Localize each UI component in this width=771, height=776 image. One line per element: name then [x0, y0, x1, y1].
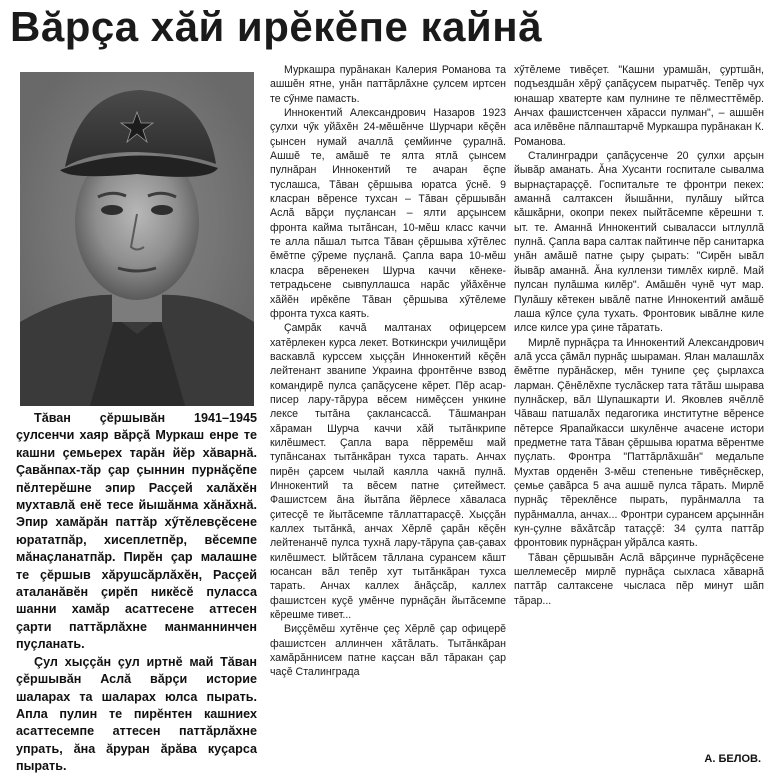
- body-paragraph: Тăван çĕршывăн Аслă вăрçинче пурнăçĕсене шеллемесĕр мирлĕ пурнăçа сыхласа хăварнă паттăр салтаксене чысласа пĕр минут шăп тăрар...: [514, 551, 764, 607]
- body-paragraph: Сталинградри çапăçусенче 20 çулхи арçын йывăр аманать. Ăна Хусанти госпитале сывалма вырнаçтараççĕ. Госпитальте те фронтри пекех: аманнă салтаксен йышăнни, пулăшу ыйтса кăшкăрни, окопри пекех пыйтăсемпе кĕрешни т. ыт. те. Аманнă Иннокентий сываласси ытлуллă пулнă. Çапла вара салтак пайтинче пĕр санитарка унăн амăшĕ патне çыру çырать: "Сирĕн ывăл йывăр аманнă. Ăна куллензи тимлĕх кирлĕ. Май пулсан пулăшма килĕр". Амăшĕн чунĕ чут мар. Пулăшу кĕтекен ывăлĕ патне Иннокентий амăшĕ лаша кӳлсе çула тухать. Фронтовик ывăлне киле илсе килсе ура çине тăратать.: [514, 150, 764, 335]
- article-column-3: [514, 63, 764, 608]
- body-paragraph: Мирлĕ пурнăçра та Иннокентий Александрович алă усса çăмăл пурнăç шыраман. Ялан малашлăх ĕмĕтпе пурăнăскер, мĕн тунипе çеç çырлахса ларман. Çĕнĕлĕхпе туслăскер тата тăтăш шырава пулнăскер, вăл Шупашкарти И. Яковлев ячĕллĕ Чăваш патшалăх педагогика институтне вĕренсе пĕтерсе Ярапайкасси шкулĕнче ачасене истори предметне тата Тăван çĕршыва юратма вĕрентме пуçлать. Фронтра "Паттăрлăхшăн" медальпе Мухтав орденĕн 3-мĕш степеньне тивĕçнĕскер, çемье çавăрса 5 ача ашшĕ пулса тăрать. Мирлĕ пурнăç тĕреклĕнсе пырать, пурăнмалла та пурăнмалла, анчах... Фронтри сурансем арçыннăн кун-çулне вăхăтсăр татаççĕ: 34 çулта паттăр фронтовик пурнăçран уйрăлса каять.: [514, 336, 764, 550]
- body-paragraph: Иннокентий Александрович Назаров 1923 çулхи чӳк уйăхĕн 24-мĕшĕнче Шурчари кĕçĕн çынсен нумай ачаллă çемйинче çуралнă. Ашшĕ те, амăшĕ те ялта ятлă çынсем пулнăран Иннокентий те ачаран ĕçпе туслашса, Тăван çĕршыва юратса ӳснĕ. 9 класран вĕренсе тухсан – Тăван çĕршывăн Аслă вăрçи пуçлансан – ялти арçынсем фронта кайма тытăнсан, 10-мĕш класс каччи те алла пăшал тытса Тăван çĕршыва хӳтĕлес ĕмĕтпе çӳреме пуçланă. Çапла вара 10-мĕш класра вĕренекен Шурча каччи кĕнеке-тетрадьсене сывпуллашса нарăс уйăхĕнче хăйĕн ирĕкĕпе Тăван çĕршыва хӳтĕлеме фронта тухса каять.: [270, 107, 506, 320]
- body-paragraph: Муркашра пурăнакан Калерия Романова та ашшĕн ятне, унăн паттăрлăхне çулсем иртсен те сӳнме памасть.: [270, 64, 506, 105]
- author-signature: А. БЕЛОВ.: [704, 753, 761, 765]
- article-lead: [16, 410, 257, 776]
- body-paragraph: Виççĕмĕш хутĕнче çеç Хĕрлĕ çар офицерĕ фашистсен аллинчен хăтăлать. Тытăнкăран хамăрăннисем патне каçсан вăл тăракан çар чаçĕ Сталинграда: [270, 623, 506, 679]
- article-headline: Вăрçа хăй ирĕкĕпе кайнă: [10, 3, 542, 50]
- portrait-photo: [20, 72, 254, 406]
- lead-paragraph: Çул хыççăн çул иртнĕ май Тăван çĕршывăн Аслă вăрçи историе шаларах та шаларах юлса пырать. Апла пулин те пирĕнтен кашниех асаттесемпе аттесен паттăрлăхне упрать, ăна ăруран ăрăва куçарса пырать.: [16, 654, 257, 774]
- body-paragraph: хӳтĕлеме тивĕçет. "Кашни урамшăн, çуртшăн, подъездшăн хĕрӳ çапăçусем пыратчĕç. Тепĕр чух юнашар хватерте кам пулнине те пĕлместтĕмĕр. Анчах фашистсенчен хăрасси пулман", – ашшĕн аса илĕвĕне пăлпаштарчĕ Муркашра пурăнакан К. Романова.: [514, 64, 764, 148]
- lead-paragraph: Тăван çĕршывăн 1941–1945 çулсенчи хаяр вăрçă Муркаш енре те кашни çемьерех тарăн йĕр хăварнă. Çавăнпах-тăр çар çыннин пурнăçĕпе пĕлтерĕшне эпир Расçей халăхĕн мухтавлă енĕ тесе йышăнма хăнăхнă. Эпир хамăрăн паттăр хӳтĕлевçĕсене юрататпăр, хисеплетпĕр, вĕсемпе мăнаçланатпăр. Пирĕн çар малашне те çĕршыв хăрушсăрлăхĕн, Расçей аталанăвĕн çирĕп никĕсĕ пуласса шанни хамăр асаттесене аттесен çарти паттăрлăхне манманнинчен пуçланать.: [16, 411, 257, 652]
- portrait-photo-icon: [20, 72, 254, 406]
- article-column-2: [270, 63, 506, 680]
- body-paragraph: Çамрăк каччă малтанах офицерсем хатĕрлекен курса лекет. Воткинскри училищĕри васкавлă курссем хыççăн Иннокентий кĕçĕн лейтенант званипе Украина фронтĕнче взвод командирĕ пулса çапăçусене кĕрет. Пĕр асар-писер лару-тăрура вĕсем нимĕçсен ункине лексе тытăна çаклансассă. Тăшманран хăраман Шурча каччи хăй тытăнкрипе килĕшмест. Çапла вара пĕрремĕш май тупăнсанах тытăнкăран тухса тарать. Анчах пирĕн çарсем чылай каялла чакнă пулнă. Иннокентий та вĕсем патне çитеймест. Фашистсем ăна йытăпа йĕрлесе хăваласа çитесçĕ те йытăсемпе тăллаттарасçĕ. Хыççăн каллех тытăнкă, анчах Хĕрлĕ çарăн кĕçĕн лейтенанчĕ пулса тухнă лару-тăрупа çав-çавах килĕшмест. Ыйтăсем тăллана сурансем кăшт юсансан вăл тепĕр хут тытăнкăран тухса тарать. Анчах каллех ăнăçсăр, каллех фашистсен куçĕ умĕнче пурнăçăн йытăсемпе кĕрешме тивет...: [270, 322, 506, 622]
